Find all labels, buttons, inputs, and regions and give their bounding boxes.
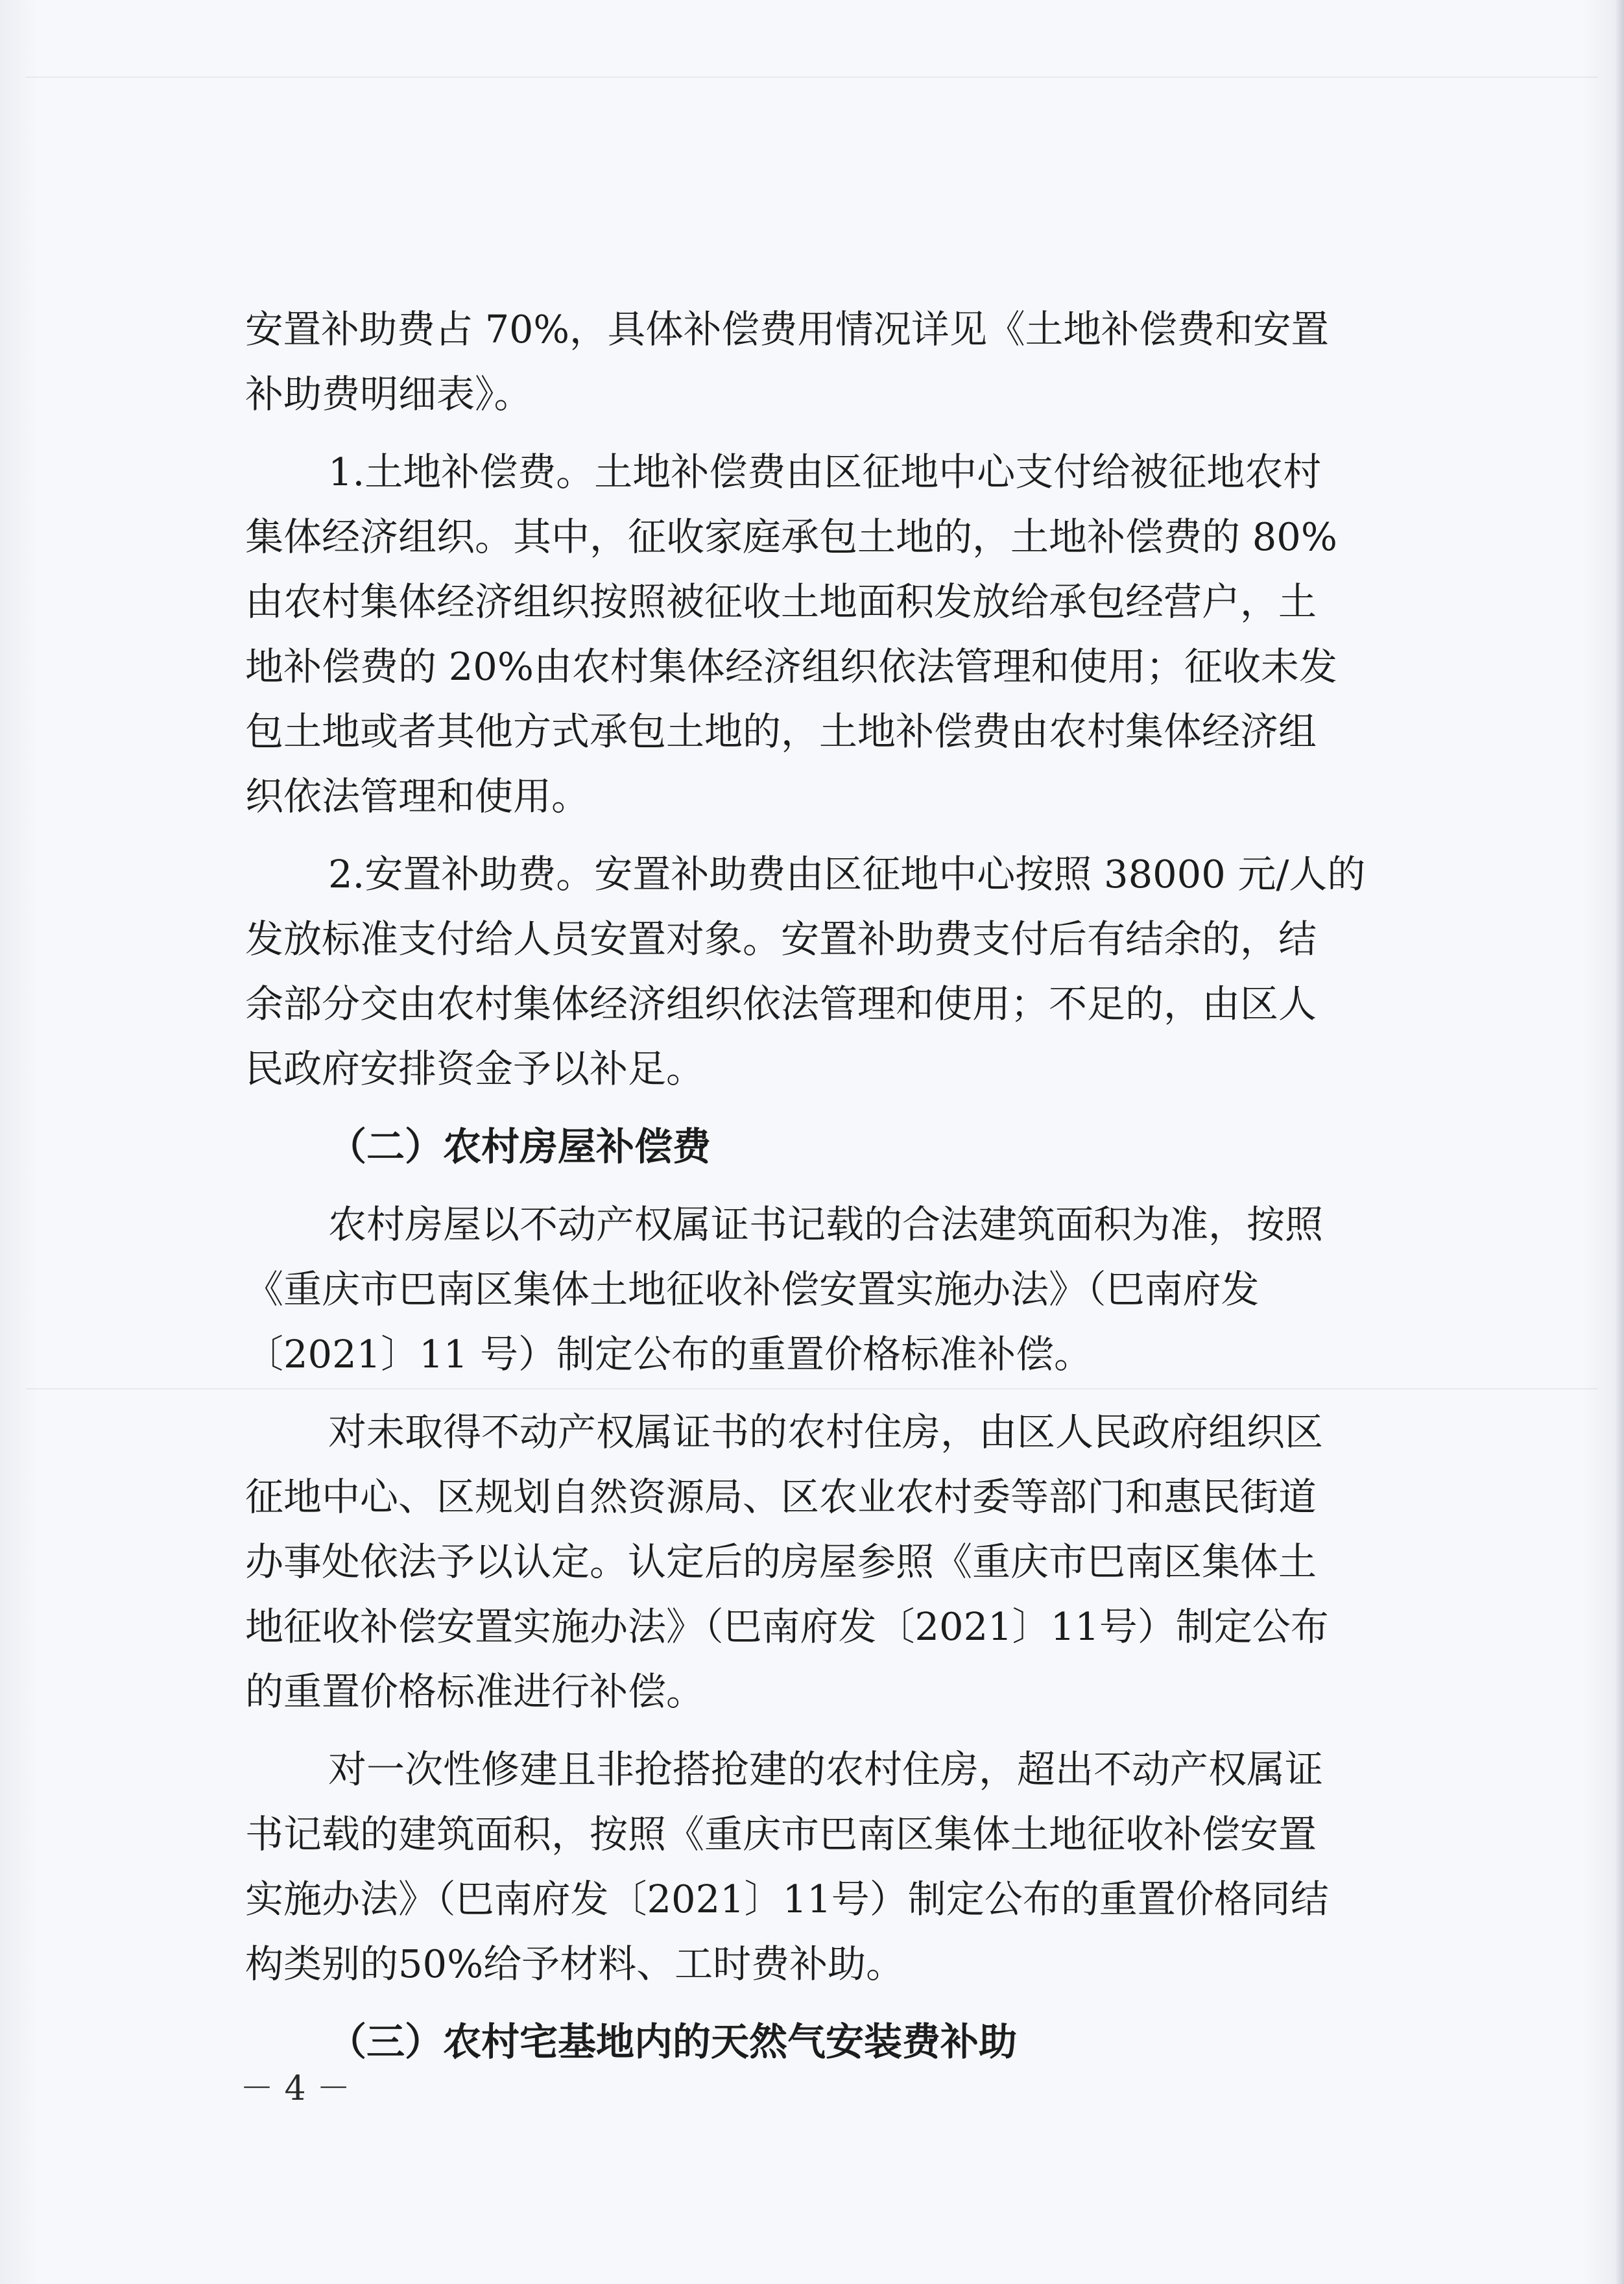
body-line: 地征收补偿安置实施办法》（巴南府发〔2021〕11号）制定公布 <box>245 1604 1329 1649</box>
body-line: 农村房屋以不动产权属证书记载的合法建筑面积为准，按照 <box>328 1202 1324 1247</box>
body-line: 地补偿费的 20%由农村集体经济组织依法管理和使用；征收未发 <box>245 644 1337 689</box>
page-number: － 4 － <box>240 2069 351 2108</box>
body-line: 集体经济组织。其中，征收家庭承包土地的，土地补偿费的 80% <box>245 514 1337 559</box>
body-line: 书记载的建筑面积，按照《重庆市巴南区集体土地征收补偿安置 <box>245 1812 1317 1857</box>
section-heading-gas-subsidy: （三）农村宅基地内的天然气安装费补助 <box>328 2019 1018 2064</box>
body-line: 补助费明细表》。 <box>245 372 532 416</box>
scan-artifact-line <box>26 1388 1598 1389</box>
body-line: 余部分交由农村集体经济组织依法管理和使用；不足的，由区人 <box>245 981 1317 1026</box>
paragraph-land-compensation: 1.土地补偿费。土地补偿费由区征地中心支付给被征地农村 <box>328 450 1322 494</box>
body-line: 的重置价格标准进行补偿。 <box>245 1669 705 1714</box>
body-line: 发放标准支付给人员安置对象。安置补助费支付后有结余的，结 <box>245 917 1317 961</box>
body-line: 《重庆市巴南区集体土地征收补偿安置实施办法》（巴南府发 <box>245 1267 1260 1312</box>
body-line: 构类别的50%给予材料、工时费补助。 <box>245 1941 905 1986</box>
scan-artifact-line <box>26 77 1598 78</box>
body-line: 对一次性修建且非抢搭抢建的农村住房，超出不动产权属证 <box>328 1747 1324 1792</box>
body-line: 安置补助费占 70%，具体补偿费用情况详见《土地补偿费和安置 <box>245 307 1330 352</box>
body-line: 〔2021〕11 号）制定公布的重置价格标准补偿。 <box>245 1332 1092 1376</box>
body-line: 由农村集体经济组织按照被征收土地面积发放给承包经营户，土 <box>245 579 1317 624</box>
paragraph-resettlement-subsidy: 2.安置补助费。安置补助费由区征地中心按照 38000 元/人的 <box>328 852 1366 896</box>
body-line: 织依法管理和使用。 <box>245 774 590 819</box>
section-heading-rural-housing: （二）农村房屋补偿费 <box>328 1124 711 1169</box>
body-line: 民政府安排资金予以补足。 <box>245 1046 705 1091</box>
body-line: 对未取得不动产权属证书的农村住房，由区人民政府组织区 <box>328 1410 1324 1454</box>
body-line: 征地中心、区规划自然资源局、区农业农村委等部门和惠民街道 <box>245 1474 1317 1519</box>
body-line: 办事处依法予以认定。认定后的房屋参照《重庆市巴南区集体土 <box>245 1539 1317 1584</box>
body-line: 实施办法》（巴南府发〔2021〕11号）制定公布的重置价格同结 <box>245 1877 1329 1921</box>
body-line: 包土地或者其他方式承包土地的，土地补偿费由农村集体经济组 <box>245 709 1317 754</box>
